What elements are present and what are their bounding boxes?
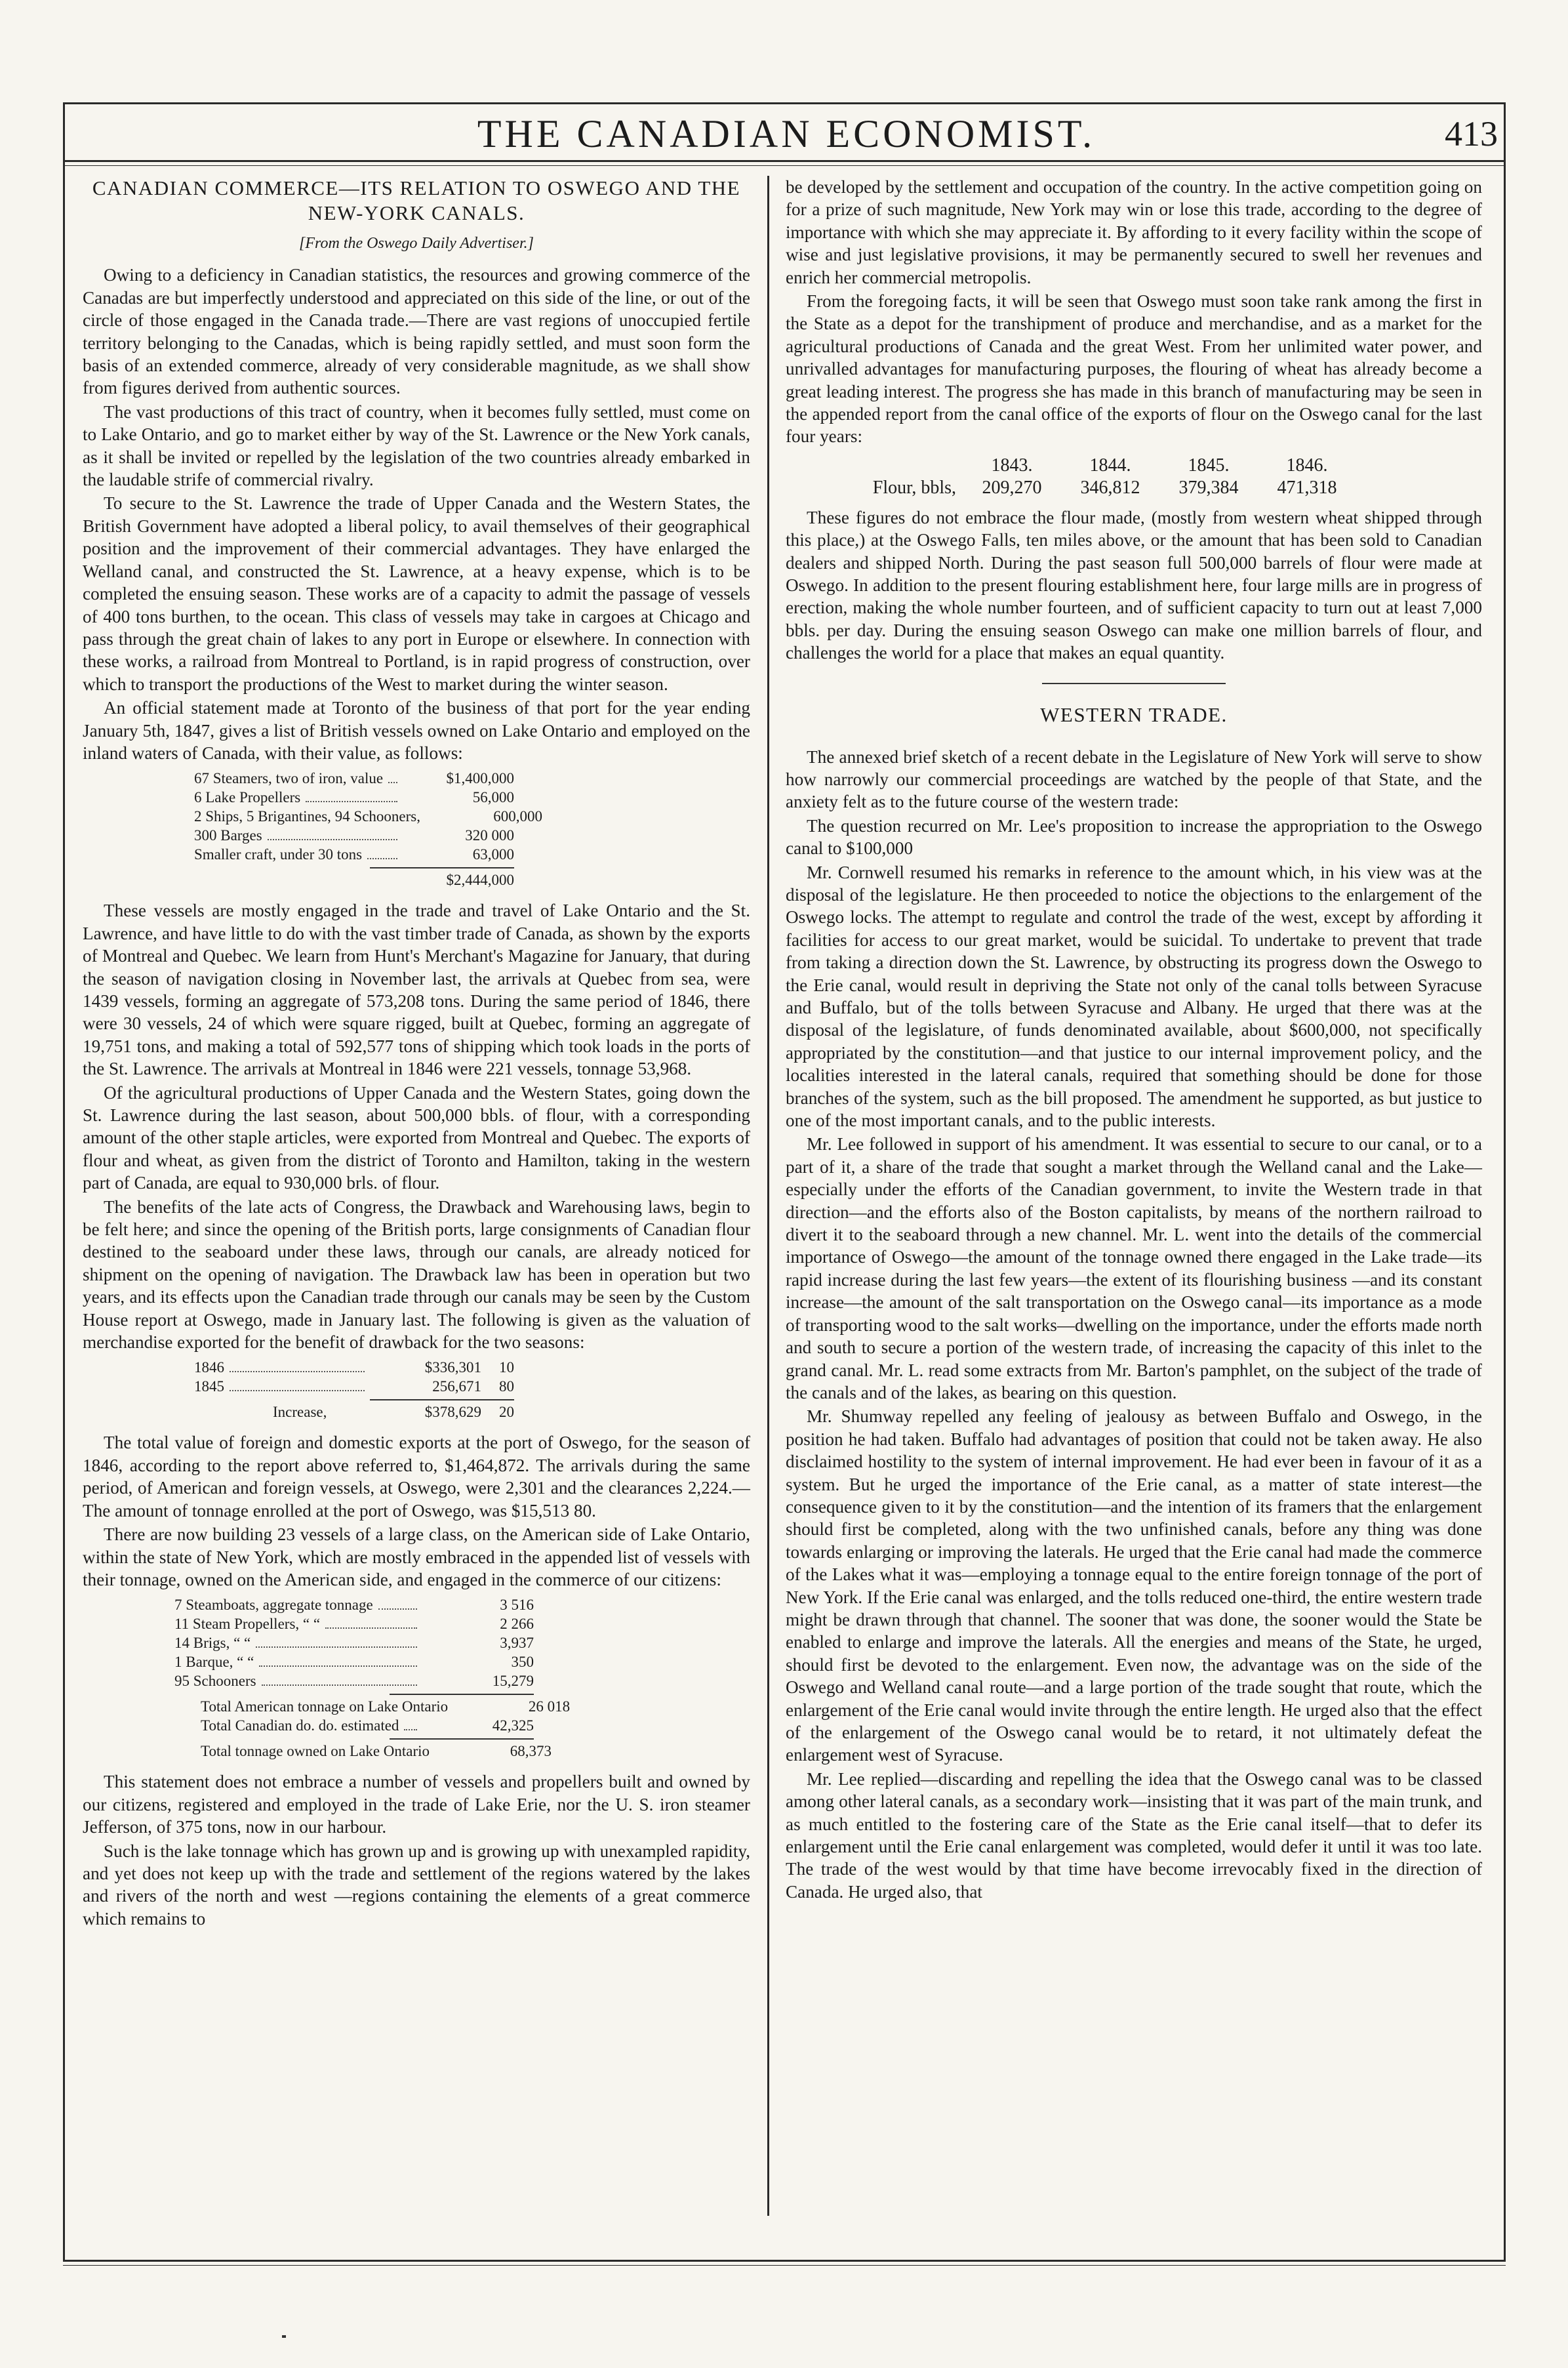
table-row: 67 Steamers, two of iron, value $1,400,000 — [194, 770, 514, 787]
paragraph: The benefits of the late acts of Congress, the Drawback and Warehousing laws, begin to be felt here; and since the opening of the British ports, large consignments of Canadian flour destined to the seaboard under these laws, through our canals, are already noticed for shipment on the opening of navigation. The Drawback law has been in operation but two years, and its effects upon the Canadian trade through our canals may be seen by the Custom House report at Oswego, made in January last. The following is given as the valuation of merchandise exported for the benefit of drawback for the two seasons: — [83, 1196, 750, 1353]
frame-bottom-rule — [63, 2260, 1506, 2262]
table-row: Smaller craft, under 30 tons 63,000 — [194, 846, 514, 863]
section-divider — [1042, 683, 1226, 684]
drawback-table — [83, 1358, 750, 1422]
sum-rule — [390, 1694, 534, 1695]
paragraph: Owing to a deficiency in Canadian statistics, the resources and growing commerce of the Canadas are but imperfectly understood and appreciated on this side of the line, or out of the circle of those engaged in the Canada trade.—There are vast regions of unoccupied fertile territory belonging to the Canadas, which is being rapidly settled, and must soon form the basis of an extended commerce, already of very considerable magnitude, as we shall show from figures derived from authentic sources. — [83, 265, 750, 398]
paragraph: Mr. Cornwell resumed his remarks in reference to the amount which, in his view was at the disposal of the legislature. He then proceeded to notice the objections to the enlargement of the Oswego locks. The attempt to regulate and control the trade of the west, except by affording it facilities for access to our great market, would be suicidal. To undertake to prevent that trade from taking a direction down the St. Lawrence, by obstructing its progress down the Oswego to the Erie canal, would result in depriving the State not only of the canal tolls between Syracuse and Buffalo, but of the tolls between Syracuse and Albany. He urged that there was at the disposal of the legislature, of funds denominated available, about $600,000, not specifically appropriated by the constitution—and that justice to our internal improvement policy, and the localities interested in the lateral canals, required that something should be done for those branches of the system, such as the bill proposed. The amendment he supported, as but justice to one of the most important canals, and to the public interests. — [786, 862, 1482, 1131]
paragraph: These vessels are mostly engaged in the trade and travel of Lake Ontario and the St. Lawrence, and have little to do with the vast timber trade of Canada, as shown by the exports of Montreal and Quebec. We learn from Hunt's Merchant's Magazine for January, that during the season of navigation closing in November last, the arrivals at Quebec from sea, were 1439 vessels, forming an aggregate of 573,208 tons. During the same period of 1846, there were 30 vessels, 24 of which were square rigged, built at Quebec, forming an aggregate of 19,751 tons, and making a total of 592,577 tons of shipping which took loads in the ports of the St. Lawrence. The arrivals at Montreal in 1846 were 221 vessels, tonnage 53,968. — [83, 901, 750, 1079]
table-row: 14 Brigs, “ “ 3,937 — [174, 1635, 534, 1652]
paragraph: be developed by the settlement and occupation of the country. In the active competition going on for a prize of such magnitude, New York may win or lose this trade, according to the degree of importance with which she may appreciate it. By affording to it every facility within the scope of wise and just legislative provisions, it may be permanently secured to swell her revenues and enrich her commercial metropolis. — [786, 177, 1482, 287]
sum-rule — [370, 1399, 514, 1400]
flour-values-row: Flour, bbls, 209,270 346,812 379,384 471,318 — [872, 478, 1337, 499]
paragraph: This statement does not embrace a number of vessels and propellers built and owned by our citizens, registered and employed in the trade of Lake Erie, nor the U. S. iron steamer Jefferson, of 375 tons, now in our harbour. — [83, 1772, 750, 1837]
sum-rule — [390, 1738, 534, 1740]
flour-years-row: 1843. 1844. 1845. 1846. — [991, 455, 1328, 476]
masthead-title: THE CANADIAN ECONOMIST. — [477, 112, 1096, 155]
table-total-row: Total tonnage owned on Lake Ontario 68,373 — [201, 1743, 552, 1760]
paragraph: Of the agricultural productions of Upper Canada and the Western States, going down the St. Lawrence during the last season, about 500,000 bbls. of flour, with a corresponding amount of the other staple articles, were exported from Montreal and Quebec. The exports of flour and wheat, as given from the district of Toronto and Hamilton, taking in the western part of Canada, are equal to 930,000 brls. of flour. — [83, 1082, 750, 1193]
table-row: 11 Steam Propellers, “ “ 2 266 — [174, 1616, 534, 1633]
frame-right-rule — [1504, 102, 1506, 2262]
paragraph: To secure to the St. Lawrence the trade of Upper Canada and the Western States, the British Government have adopted a liberal policy, to avail themselves of their geographical position and the improvement of their commercial advantages. They have enlarged the Welland canal, and constructed the St. Lawrence, at a heavy expense, which is to be completed the ensuing season. These works are of a capacity to admit the passage of vessels of 400 tons burthen, to the ocean. This class of vessels may take in cargoes at Chicago and pass through the great chain of lakes to any port in Europe or elsewhere. In connection with these works, a railroad from Montreal to Portland, is in rapid progress of construction, over which to transport the productions of the West to market during the winter season. — [83, 493, 750, 694]
table-row: Total Canadian do. do. estimated 42,325 — [201, 1717, 534, 1734]
table-row: 300 Barges 320 000 — [194, 827, 514, 844]
table-row: 1845 256,671 80 — [194, 1378, 514, 1395]
paragraph: The question recurred on Mr. Lee's proposition to increase the appropriation to the Oswego canal to $100,000 — [786, 815, 1482, 859]
frame-bottom-rule-2 — [63, 2265, 1506, 2266]
paragraph: These figures do not embrace the flour made, (mostly from western wheat shipped through this place,) at the Oswego Falls, ten miles above, or the amount that has been sold to Canadian dealers and shipped North. During the past season full 500,000 barrels of flour were made at Oswego. In addition to the present flouring establishment here, four large mills are in progress of erection, making the whole number fourteen, and of sufficient capacity to turn out at least 7,000 bbls. per day. During the ensuing season Oswego can make one million barrels of flour, and challenges the world for a place that makes an equal quantity. — [786, 507, 1482, 663]
left-column — [83, 176, 750, 1931]
paragraph: Such is the lake tonnage which has grown up and is growing up with unexampled rapidity, and yet does not keep up with the trade and settlement of the regions watered by the lakes and rivers of the north and west —regions containing the elements of a great commerce which remains to — [83, 1841, 750, 1929]
table-row: 7 Steamboats, aggregate tonnage 3 516 — [174, 1597, 534, 1614]
table-total-row: Increase, $378,629 20 — [273, 1404, 514, 1421]
paragraph: There are now building 23 vessels of a large class, on the American side of Lake Ontario, within the state of New York, which are mostly embraced in the appended list of vessels with their tonnage, owned on the American side, and engaged in the commerce of our citizens: — [83, 1524, 750, 1589]
paragraph: The annexed brief sketch of a recent debate in the Legislature of New York will serve to show how narrowly our commercial proceedings are watched by the people of that State, and the anxiety felt as to the future course of the western trade: — [786, 746, 1482, 812]
frame-top-rule — [63, 102, 1506, 104]
table-row: 6 Lake Propellers 56,000 — [194, 789, 514, 806]
vessels-value-table — [83, 769, 750, 890]
table-row: 1 Barque, “ “ 350 — [174, 1654, 534, 1671]
table-total-row: $2,444,000 — [446, 872, 514, 889]
sum-rule — [370, 867, 514, 868]
paragraph: The vast productions of this tract of country, when it becomes fully settled, must come on to Lake Ontario, and go to market either by way of the St. Lawrence or the New York canals, as it shall be invited or repelled by the legislation of the two countries already embarked in the laudable strife of commercial rivalry. — [83, 401, 750, 490]
paragraph: Mr. Lee replied—discarding and repelling the idea that the Oswego canal was to be classed among other lateral canals, as a secondary work—insisting that it was part of the main trunk, and as much entitled to the fostering care of the State as the Erie canal itself—that to defer its enlargement until the Erie canal enlargement was completed, would defer it until it was too late. The trade of the west would by that time have become irrevocably fixed in the direction of Canada. He urged also, that — [786, 1768, 1482, 1902]
masthead-rule-2 — [63, 165, 1506, 166]
ink-mark — [282, 2335, 286, 2338]
paragraph: Mr. Lee followed in support of his amendment. It was essential to secure to our canal, or to a part of it, a share of the trade that sought a market through the Welland canal and the Lake—especially under the efforts of the Canadian government, to invite the Western trade in that direction—and the efforts also of the Boston capitalists, by means of the northern railroad to divert it to the seaboard through a new channel. Mr. L. went into the details of the commercial importance of Oswego—the amount of the tonnage owned there engaged in the Lake trade—its rapid increase during the last few years—the extent of its flourishing business —and its constant increase—the amount of the salt transportation on the Oswego canal—its importance as a mode of transporting wood to the salt works—dwelling on the importance, under the efforts made north and south to secure a portion of the western trade, of increasing the capacity of this inlet to the grand canal. Mr. L. read some extracts from Mr. Barton's pamphlet, on the subject of the trade of the canals and of the lakes, as bearing on this question. — [786, 1134, 1482, 1402]
paragraph: The total value of foreign and domestic exports at the port of Oswego, for the season of 1846, according to the report above referred to, $1,464,872. The arrivals during the same period, of American and foreign vessels, at Oswego, were 2,301 and the clearances 2,224.—The amount of tonnage enrolled at the port of Oswego, was $15,513 80. — [83, 1433, 750, 1521]
table-row: Total American tonnage on Lake Ontario 26 018 — [201, 1698, 571, 1715]
table-row: 95 Schooners 15,279 — [174, 1673, 534, 1690]
masthead — [68, 113, 1504, 155]
right-column — [786, 176, 1482, 1904]
article-heading-western-trade: WESTERN TRADE. — [1040, 703, 1228, 726]
frame-left-rule — [63, 102, 65, 2262]
flour-exports-table — [786, 455, 1482, 500]
american-tonnage-table — [83, 1596, 750, 1761]
article-heading-canadian-commerce: CANADIAN COMMERCE—ITS RELATION TO OSWEGO AND THE NEW-YORK CANALS. — [92, 176, 741, 224]
page-number: 413 — [1445, 114, 1498, 153]
masthead-rule — [63, 160, 1506, 162]
table-row: 2 Ships, 5 Brigantines, 94 Schooners, 600,000 — [194, 808, 542, 825]
paragraph: An official statement made at Toronto of the business of that port for the year ending January 5th, 1847, gives a list of British vessels owned on Lake Ontario and employed on the inland waters of Canada, with their value, as follows: — [83, 698, 750, 763]
paragraph: From the foregoing facts, it will be seen that Oswego must soon take rank among the first in the State as a depot for the transhipment of produce and merchandise, and as a market for the agricultural productions of Canada and the great West. From her unlimited water power, and unrivalled advantages for manufacturing purposes, the flouring of wheat has already become a great leading interest. The progress she has made in this branch of manufacturing may be seen in the appended report from the canal office of the exports of flour on the Oswego canal for the last four years: — [786, 291, 1482, 447]
table-row: 1846 $336,301 10 — [194, 1359, 514, 1376]
article-source: [From the Oswego Daily Advertiser.] — [299, 235, 534, 252]
column-divider — [767, 176, 769, 2216]
paragraph: Mr. Shumway repelled any feeling of jealousy as between Buffalo and Oswego, in the position he had taken. Buffalo had advantages of position that could not be taken away. He also disclaimed hostility to the system of internal improvement. He had ever been in favour of it as a system. But he urged the importance of the Erie canal, as a matter of state interest—the consequence given to it by the constitution—and the intention of its framers that the enlargement should first be completed, along with the two unfinished canals, before any thing was done towards enlarging or improving the laterals. He urged that the Erie canal had made the commerce of the Lakes what it was—employing a tonnage equal to the entire foreign tonnage of the port of New York. If the Erie canal was enlarged, and the tolls reduced one-third, the entire western trade might be drawn through that channel. The sooner that was done, the sooner would the State be enabled to enlarge and improve the laterals. All the energies and means of the State, he urged, should first be devoted to the enlargement. Even now, the advantage was on the side of the Oswego and Welland canal route—and a large portion of the trade sought that route, which the enlargement of the Erie canal would invite through the entire length. He urged also that the effect of the enlargement of the Oswego canal would be to retard, it not ultimately defeat the enlargement west of Syracuse. — [786, 1406, 1482, 1765]
